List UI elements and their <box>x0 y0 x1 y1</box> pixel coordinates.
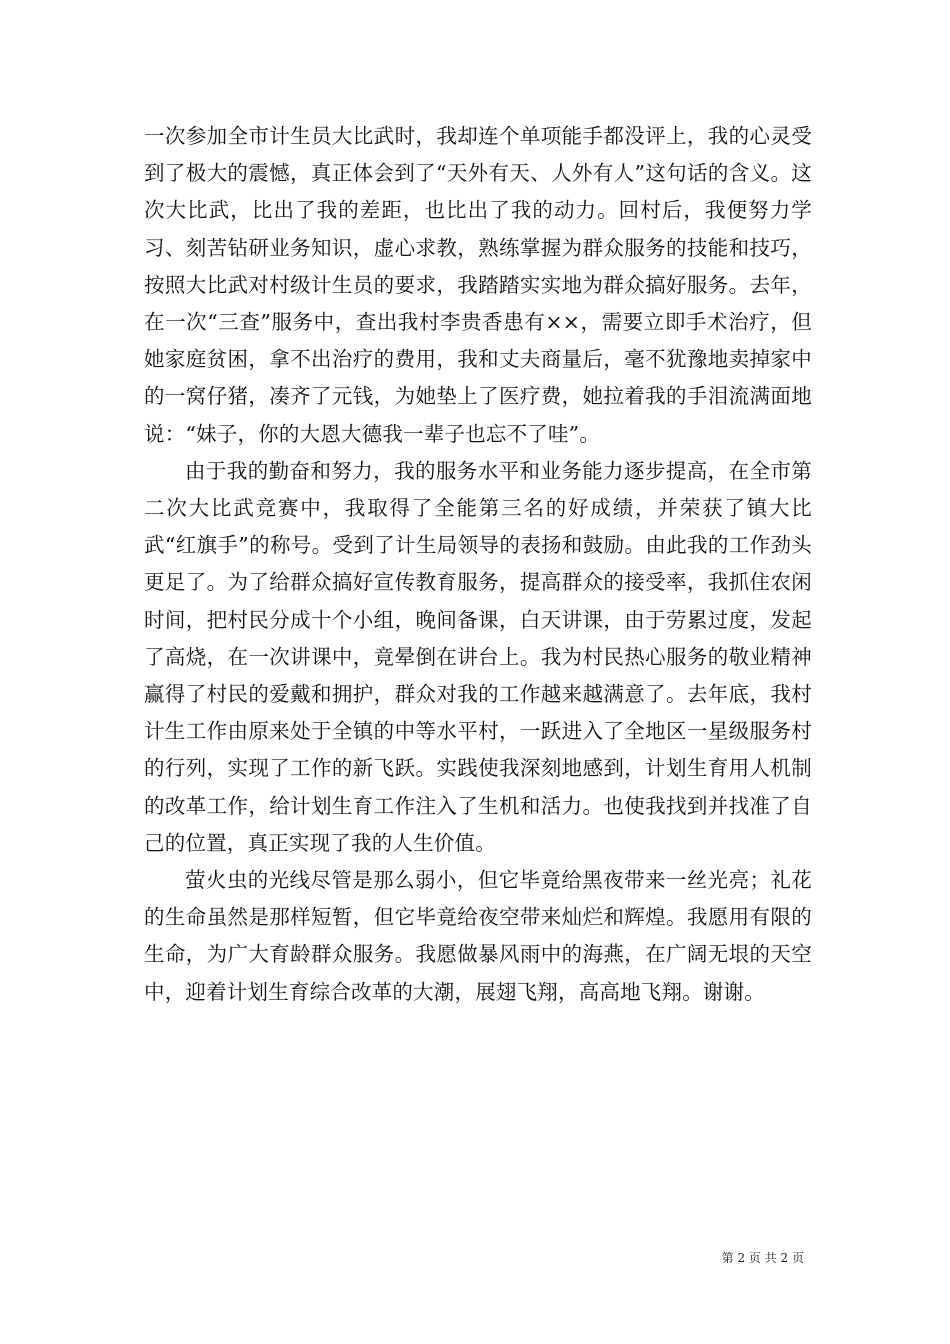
paragraph-1: 一次参加全市计生员大比武时，我却连个单项能手都没评上，我的心灵受到了极大的震憾，真正体会到了“天外有天、人外有人”这句话的含义。这次大比武，比出了我的差距，也比出了我的动力。回村后，我便努力学习、刻苦钻研业务知识，虚心求教，熟练掌握为群众服务的技能和技巧，按照大比武对村级计生员的要求，我踏踏实实地为群众搞好服务。去年，在一次“三查”服务中，查出我村李贵香患有××，需要立即手术治疗，但她家庭贫困，拿不出治疗的费用，我和丈夫商量后，毫不犹豫地卖掉家中的一窝仔猪，凑齐了元钱，为她垫上了医疗费，她拉着我的手泪流满面地说：“妹子，你的大恩大德我一辈子也忘不了哇”。 <box>144 124 812 446</box>
document-body <box>144 118 812 1011</box>
page-number-footer: 第 2 页 共 2 页 <box>721 1251 804 1265</box>
paragraph-3: 萤火虫的光线尽管是那么弱小，但它毕竟给黑夜带来一丝光亮；礼花的生命虽然是那样短暂，但它毕竟给夜空带来灿烂和辉煌。我愿用有限的生命，为广大育龄群众服务。我愿做暴风雨中的海燕，在广阔无垠的天空中，迎着计划生育综合改革的大潮，展翅飞翔，高高地飞翔。谢谢。 <box>144 868 812 1004</box>
paragraph-2: 由于我的勤奋和努力，我的服务水平和业务能力逐步提高，在全市第二次大比武竞赛中，我取得了全能第三名的好成绩，并荣获了镇大比武“红旗手”的称号。受到了计生局领导的表扬和鼓励。由此我的工作劲头更足了。为了给群众搞好宣传教育服务，提高群众的接受率，我抓住农闲时间，把村民分成十个小组，晚间备课，白天讲课，由于劳累过度，发起了高烧，在一次讲课中，竟晕倒在讲台上。我为村民热心服务的敬业精神赢得了村民的爱戴和拥护，群众对我的工作越来越满意了。去年底，我村计生工作由原来处于全镇的中等水平村，一跃进入了全地区一星级服务村的行列，实现了工作的新飞跃。实践使我深刻地感到，计划生育用人机制的改革工作，给计划生育工作注入了生机和活力。也使我找到并找准了自己的位置，真正实现了我的人生价值。 <box>144 458 812 855</box>
